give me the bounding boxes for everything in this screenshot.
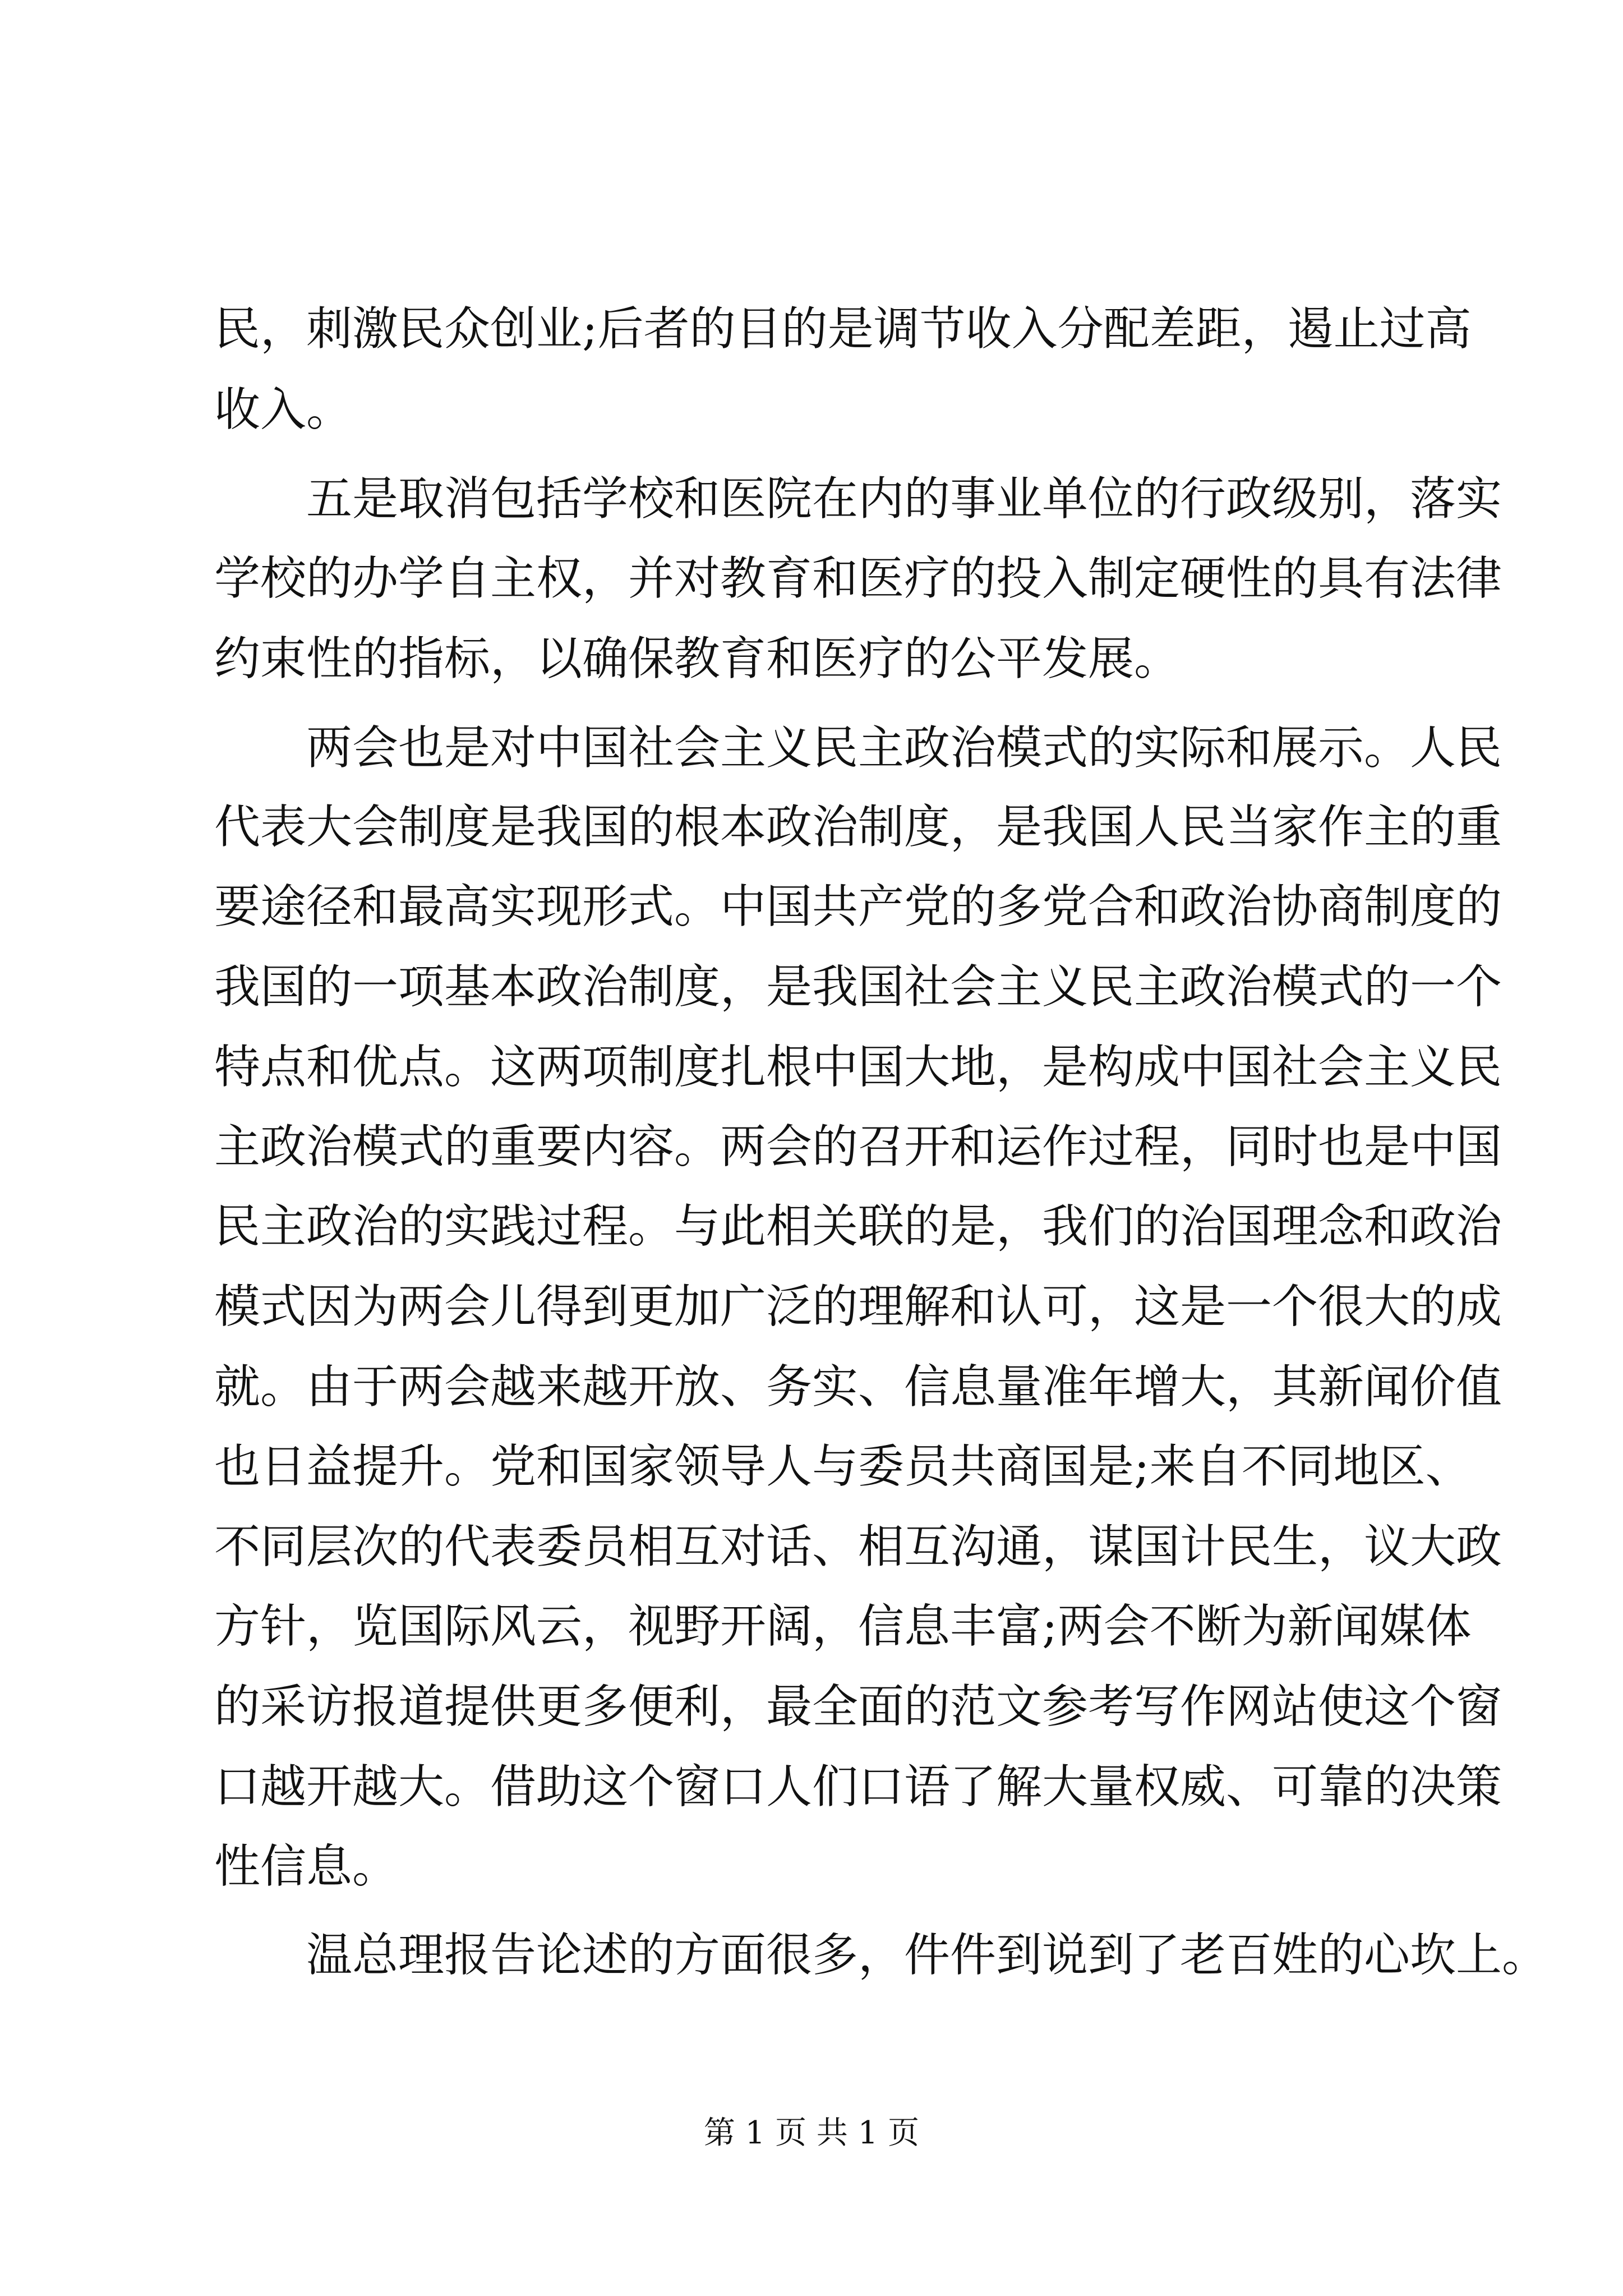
paragraph-start-line: 两会也是对中国社会主义民主政治模式的实际和展示。人民 [306,721,1502,775]
text-line: 我国的一项基本政治制度，是我国社会主义民主政治模式的一个 [214,960,1502,1014]
text-line: 特点和优点。这两项制度扎根中国大地，是构成中国社会主义民 [214,1041,1502,1094]
text-line: 模式因为两会儿得到更加广泛的理解和认可，这是一个很大的成 [214,1280,1502,1333]
text-line: 代表大会制度是我国的根本政治制度，是我国人民当家作主的重 [214,800,1502,854]
text-line: 主政治模式的重要内容。两会的召开和运作过程，同时也是中国 [214,1120,1502,1174]
paragraph-start-line: 温总理报告论述的方面很多，件件到说到了老百姓的心坎上。 [306,1929,1548,1982]
text-line: 要途径和最高实现形式。中国共产党的多党合和政治协商制度的 [214,880,1502,933]
text-line: 学校的办学自主权，并对教育和医疗的投入制定硬性的具有法律 [214,552,1502,605]
text-line: 的采访报道提供更多便利，最全面的范文参考写作网站使这个窗 [214,1680,1502,1733]
text-line: 也日益提升。党和国家领导人与委员共商国是;来自不同地区、 [214,1440,1472,1493]
text-line: 方针，览国际风云，视野开阔，信息丰富;两会不断为新闻媒体 [214,1600,1472,1653]
text-line: 收入。 [214,383,353,436]
text-line: 就。由于两会越来越开放、务实、信息量准年增大，其新闻价值 [214,1360,1502,1414]
text-line: 口越开越大。借助这个窗口人们口语了解大量权威、可靠的决策 [214,1760,1502,1814]
text-line: 约束性的指标，以确保教育和医疗的公平发展。 [214,632,1181,685]
paragraph-start-line: 五是取消包括学校和医院在内的事业单位的行政级别，落实 [306,472,1502,526]
page-footer: 第 1 页 共 1 页 [703,2115,920,2151]
text-line: 性信息。 [214,1840,399,1893]
text-line: 民主政治的实践过程。与此相关联的是，我们的治国理念和政治 [214,1200,1502,1253]
text-line: 不同层次的代表委员相互对话、相互沟通，谋国计民生，议大政 [214,1520,1502,1573]
text-line: 民，刺激民众创业;后者的目的是调节收入分配差距，遏止过高 [214,302,1472,356]
